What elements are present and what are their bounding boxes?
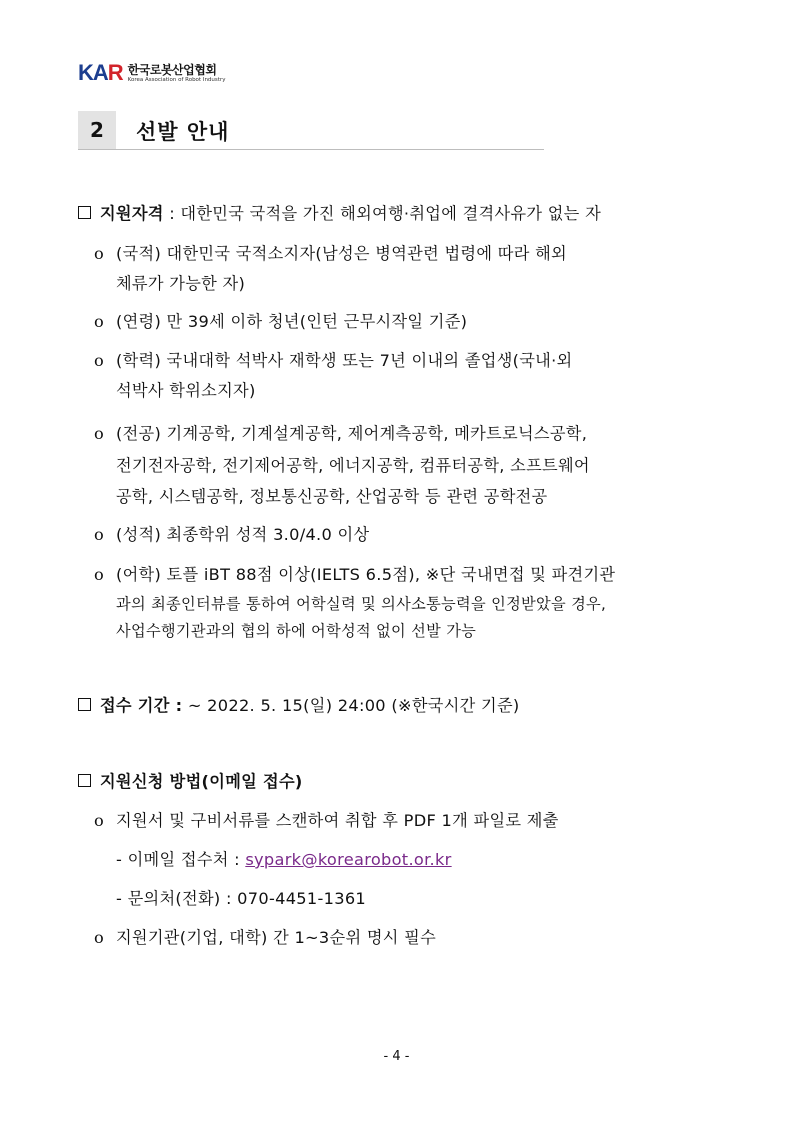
bullet: o	[94, 811, 105, 830]
bullet: o	[94, 244, 105, 263]
list-item-continuation: 석박사 학위소지자)	[116, 381, 256, 400]
list-item-continuation: 사업수행기관과의 협의 하에 어학성적 없이 선발 가능	[116, 622, 477, 640]
method-heading-line	[78, 771, 303, 793]
period-line	[78, 695, 520, 717]
phone-line: - 문의처(전화) : 070-4451-1361	[116, 889, 367, 908]
list-item-continuation: 전기전자공학, 전기제어공학, 에너지공학, 컴퓨터공학, 소프트웨어	[116, 456, 590, 475]
org-name-en: Korea Association of Robot Industry	[127, 76, 226, 83]
phone-number: 070-4451-1361	[237, 889, 367, 908]
section-number: 2	[78, 111, 116, 149]
eligibility-heading-line	[78, 203, 601, 225]
bullet: o	[94, 565, 105, 584]
bullet: o	[94, 351, 105, 370]
list-item: o (학력) 국내대학 석박사 재학생 또는 7년 이내의 졸업생(국내·외	[94, 351, 573, 370]
logo-mark: KAR	[78, 60, 123, 85]
period-value: ~ 2022. 5. 15(일) 24:00 (※한국시간 기준)	[182, 696, 520, 715]
list-item-continuation: 체류가 가능한 자)	[116, 274, 246, 293]
bullet: o	[94, 525, 105, 544]
section-divider	[78, 149, 544, 150]
list-item: o (국적) 대한민국 국적소지자(남성은 병역관련 법령에 따라 해외	[94, 244, 567, 263]
email-line: - 이메일 접수처 : sypark@korearobot.or.kr	[116, 850, 452, 869]
list-item-continuation: 공학, 시스템공학, 정보통신공학, 산업공학 등 관련 공학전공	[116, 487, 548, 506]
eligibility-summary: : 대한민국 국적을 가진 해외여행·취업에 결격사유가 없는 자	[163, 204, 602, 223]
bullet: o	[94, 312, 105, 331]
eligibility-heading: 지원자격	[100, 204, 164, 223]
list-item: o (연령) 만 39세 이하 청년(인턴 근무시작일 기준)	[94, 312, 468, 331]
list-item-continuation: 과의 최종인터뷰를 통하여 어학실력 및 의사소통능력을 인정받았을 경우,	[116, 595, 607, 613]
list-item: o (어학) 토플 iBT 88점 이상(IELTS 6.5점), ※단 국내면접 및 파견기관	[94, 565, 616, 584]
bullet: o	[94, 424, 105, 443]
email-link[interactable]: sypark@korearobot.or.kr	[245, 850, 452, 869]
list-item: o 지원기관(기업, 대학) 간 1~3순위 명시 필수	[94, 928, 437, 947]
org-name-ko: 한국로봇산업협회	[127, 62, 217, 77]
method-heading: 지원신청 방법(이메일 접수)	[100, 772, 303, 791]
bullet: o	[94, 928, 105, 947]
list-item: o (성적) 최종학위 성적 3.0/4.0 이상	[94, 525, 370, 544]
period-heading: 접수 기간 :	[100, 696, 183, 715]
org-logo	[78, 58, 225, 88]
checkbox-square-icon	[78, 774, 91, 787]
list-item: o 지원서 및 구비서류를 스캔하여 취합 후 PDF 1개 파일로 제출	[94, 811, 559, 830]
page-number: - 4 -	[383, 1049, 410, 1064]
checkbox-square-icon	[78, 206, 91, 219]
checkbox-square-icon	[78, 698, 91, 711]
list-item: o (전공) 기계공학, 기계설계공학, 제어계측공학, 메카트로닉스공학,	[94, 424, 588, 443]
section-title: 선발 안내	[136, 120, 230, 144]
